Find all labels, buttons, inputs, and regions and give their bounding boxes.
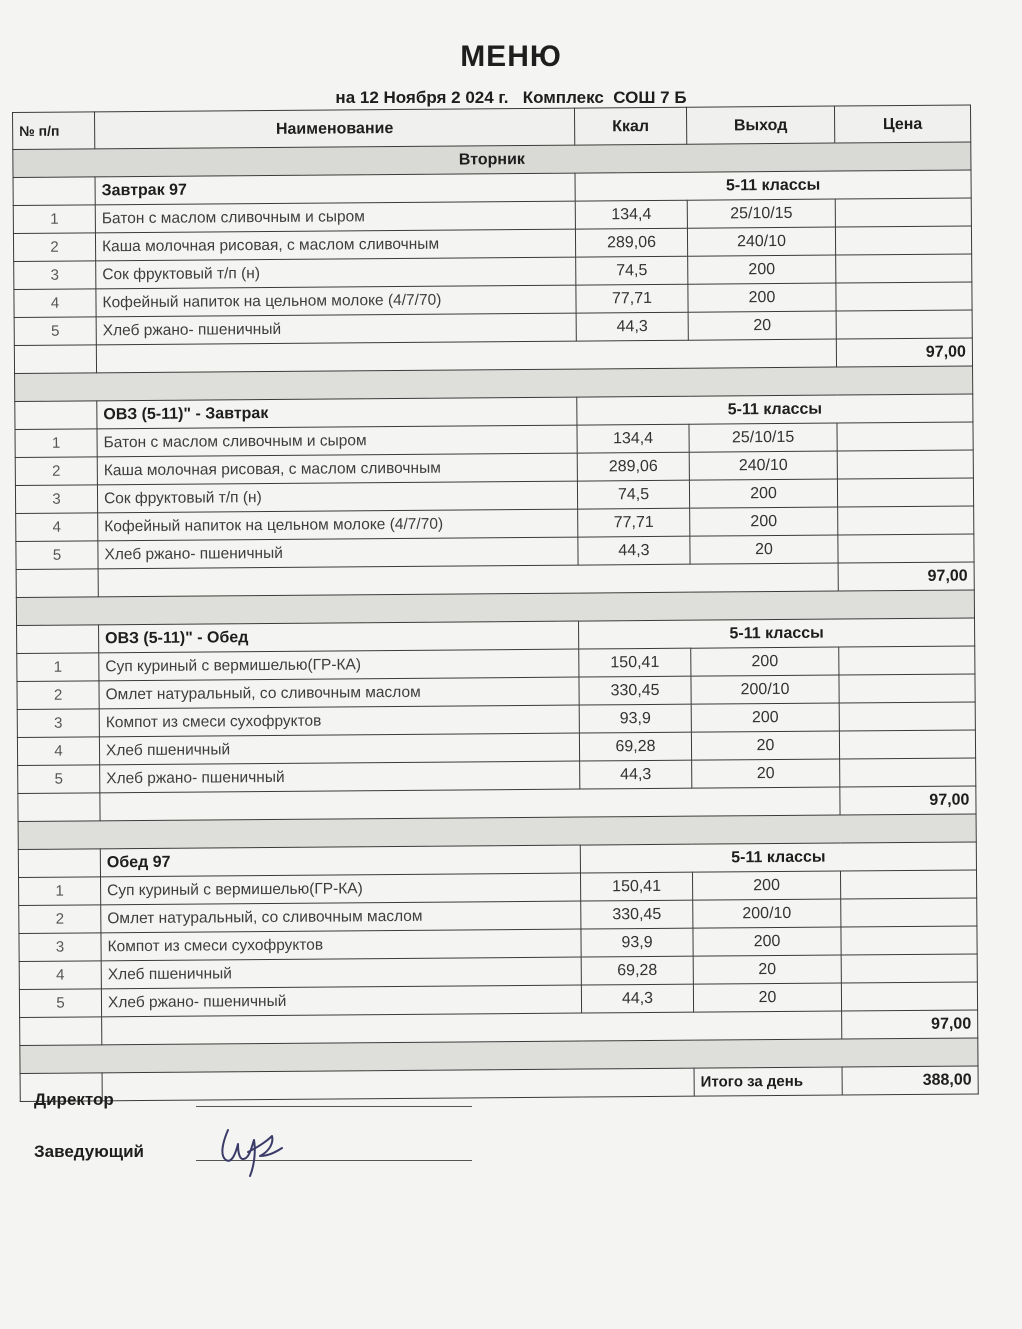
item-output: 20 (691, 731, 839, 760)
item-name: Омлет натуральный, со сливочным маслом (101, 901, 581, 933)
item-output: 20 (688, 311, 836, 340)
item-price (839, 646, 975, 675)
item-price (835, 198, 971, 227)
total-value: 388,00 (842, 1066, 978, 1095)
page-title: МЕНЮ (460, 40, 562, 73)
item-number: 2 (17, 681, 99, 710)
item-number: 3 (19, 933, 101, 962)
item-name: Хлеб пшеничный (99, 733, 579, 765)
item-number: 5 (16, 541, 98, 570)
item-number: 4 (19, 961, 101, 990)
total-label: Итого за день (694, 1067, 842, 1096)
item-name: Суп куриный с вермишелью(ГР-КА) (101, 873, 581, 905)
column-header-name: Наименование (95, 108, 575, 149)
manager-label: Заведующий (34, 1142, 145, 1161)
subtotal-empty-cell (16, 569, 98, 598)
item-kcal: 69,28 (581, 956, 693, 985)
item-price (840, 758, 976, 787)
item-kcal: 74,5 (576, 256, 688, 285)
item-name: Батон с маслом сливочным и сыром (97, 425, 577, 457)
item-kcal: 330,45 (581, 900, 693, 929)
item-price (837, 478, 973, 507)
item-name: Сок фруктовый т/п (н) (97, 481, 577, 513)
section-num-cell (17, 625, 99, 654)
item-output: 200 (693, 927, 841, 956)
item-output: 200/10 (691, 675, 839, 704)
item-name: Хлеб пшеничный (101, 957, 581, 989)
item-name: Кофейный напиток на цельном молоке (4/7/70) (98, 509, 578, 541)
item-output: 200 (688, 255, 836, 284)
item-kcal: 150,41 (580, 872, 692, 901)
subtotal-value: 97,00 (840, 786, 976, 815)
item-number: 1 (13, 205, 95, 234)
item-number: 3 (15, 485, 97, 514)
page-subtitle: на 12 Ноября 2 024 г. Комплекс СОШ 7 Б (335, 88, 687, 107)
item-name: Компот из смеси сухофруктов (101, 929, 581, 961)
item-kcal: 44,3 (578, 536, 690, 565)
subtotal-empty-cell (20, 1017, 102, 1046)
item-kcal: 77,71 (576, 284, 688, 313)
item-price (839, 702, 975, 731)
column-header-num: № п/п (13, 112, 95, 150)
section-grades: 5-11 классы (580, 842, 976, 873)
item-price (837, 422, 973, 451)
section-grades: 5-11 классы (577, 394, 973, 425)
section-num-cell (13, 177, 95, 206)
section-num-cell (15, 401, 97, 430)
item-name: Каша молочная рисовая, с маслом сливочным (97, 453, 577, 485)
item-output: 20 (693, 983, 841, 1012)
section-name: ОВЗ (5-11)" - Завтрак (97, 397, 577, 429)
menu-table (12, 104, 979, 1102)
section-num-cell (18, 849, 100, 878)
item-kcal: 44,3 (576, 312, 688, 341)
item-number: 2 (19, 905, 101, 934)
item-output: 20 (692, 759, 840, 788)
item-price (836, 254, 972, 283)
item-name: Хлеб ржано- пшеничный (101, 985, 581, 1017)
item-name: Сок фруктовый т/п (н) (96, 257, 576, 289)
section-name: Обед 97 (100, 845, 580, 877)
item-kcal: 330,45 (579, 676, 691, 705)
item-number: 4 (16, 513, 98, 542)
item-price (841, 926, 977, 955)
item-kcal: 74,5 (577, 480, 689, 509)
total-empty-cell (102, 1068, 694, 1101)
item-number: 1 (19, 877, 101, 906)
item-kcal: 150,41 (579, 648, 691, 677)
item-kcal: 77,71 (578, 508, 690, 537)
menu-table-wrapper (12, 104, 979, 1102)
item-kcal: 289,06 (575, 228, 687, 257)
item-kcal: 69,28 (579, 732, 691, 761)
item-kcal: 93,9 (579, 704, 691, 733)
item-kcal: 93,9 (581, 928, 693, 957)
item-price (839, 674, 975, 703)
item-number: 2 (15, 457, 97, 486)
item-number: 3 (14, 261, 96, 290)
subtotal-value: 97,00 (838, 562, 974, 591)
section-name: ОВЗ (5-11)" - Обед (99, 621, 579, 653)
director-signature-line (196, 1106, 472, 1107)
subtotal-value: 97,00 (842, 1010, 978, 1039)
item-kcal: 44,3 (581, 984, 693, 1013)
handwritten-signature (214, 1122, 294, 1186)
column-header-kcal: Ккал (574, 107, 686, 145)
item-output: 20 (690, 535, 838, 564)
item-name: Кофейный напиток на цельном молоке (4/7/70) (96, 285, 576, 317)
section-grades: 5-11 классы (579, 618, 975, 649)
item-number: 5 (19, 989, 101, 1018)
column-header-price: Цена (834, 105, 970, 143)
item-name: Хлеб ржано- пшеничный (96, 313, 576, 345)
director-label: Директор (34, 1090, 114, 1109)
item-number: 4 (17, 737, 99, 766)
item-output: 200 (692, 871, 840, 900)
item-price (836, 282, 972, 311)
item-kcal: 289,06 (577, 452, 689, 481)
item-price (835, 226, 971, 255)
item-kcal: 44,3 (580, 760, 692, 789)
item-number: 5 (18, 765, 100, 794)
item-output: 200/10 (693, 899, 841, 928)
item-number: 2 (13, 233, 95, 262)
item-price (837, 450, 973, 479)
item-price (841, 982, 977, 1011)
item-name: Батон с маслом сливочным и сыром (95, 201, 575, 233)
item-price (841, 898, 977, 927)
item-number: 5 (14, 317, 96, 346)
item-output: 200 (691, 703, 839, 732)
day-label: Вторник (13, 142, 971, 178)
item-name: Хлеб ржано- пшеничный (100, 761, 580, 793)
subtotal-empty-cell (18, 793, 100, 822)
item-output: 200 (690, 507, 838, 536)
item-output: 200 (688, 283, 836, 312)
item-number: 4 (14, 289, 96, 318)
item-output: 240/10 (687, 227, 835, 256)
item-price (841, 954, 977, 983)
item-name: Каша молочная рисовая, с маслом сливочным (95, 229, 575, 261)
section-grades: 5-11 классы (575, 170, 971, 201)
item-output: 25/10/15 (687, 199, 835, 228)
item-kcal: 134,4 (575, 200, 687, 229)
item-number: 1 (17, 653, 99, 682)
column-header-output: Выход (686, 106, 834, 144)
item-price (839, 730, 975, 759)
item-price (838, 506, 974, 535)
item-number: 3 (17, 709, 99, 738)
item-price (836, 310, 972, 339)
item-output: 200 (689, 479, 837, 508)
subtotal-value: 97,00 (836, 338, 972, 367)
section-name: Завтрак 97 (95, 173, 575, 205)
item-name: Омлет натуральный, со сливочным маслом (99, 677, 579, 709)
item-output: 240/10 (689, 451, 837, 480)
menu-table-body (13, 142, 978, 1101)
subtotal-empty-cell (14, 345, 96, 374)
item-name: Компот из смеси сухофруктов (99, 705, 579, 737)
item-name: Суп куриный с вермишелью(ГР-КА) (99, 649, 579, 681)
item-price (840, 870, 976, 899)
item-kcal: 134,4 (577, 424, 689, 453)
item-output: 20 (693, 955, 841, 984)
item-price (838, 534, 974, 563)
item-output: 25/10/15 (689, 423, 837, 452)
item-number: 1 (15, 429, 97, 458)
item-name: Хлеб ржано- пшеничный (98, 537, 578, 569)
item-output: 200 (691, 647, 839, 676)
